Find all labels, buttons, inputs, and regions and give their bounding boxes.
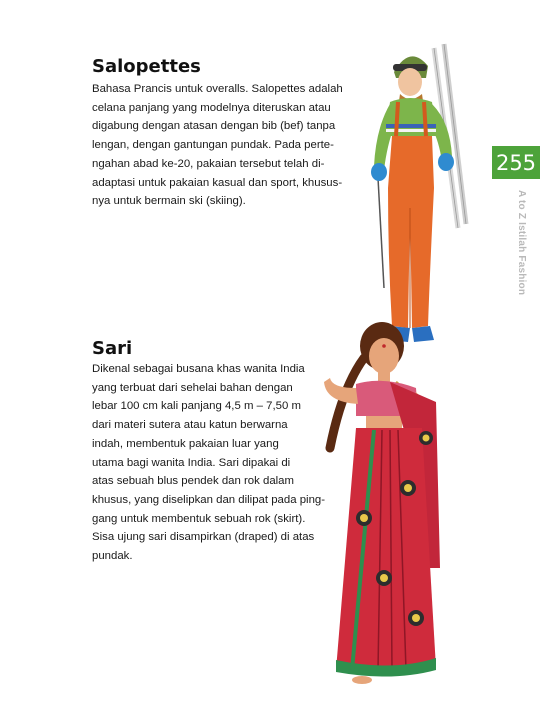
- body-line: Bahasa Prancis untuk overalls. Salopettes adalah: [92, 83, 343, 95]
- body-line: pundak.: [92, 550, 133, 563]
- body-line: lebar 100 cm kali panjang 4,5 m – 7,50 m: [92, 400, 301, 413]
- salopettes-illustration: [362, 38, 480, 348]
- body-line: lengan, dengan gantungan pundak. Pada perte-: [92, 139, 334, 152]
- body-line: celana panjang yang modelnya diteruskan atau: [92, 101, 331, 114]
- body-line: atas sebuah blus pendek dan rok dalam: [92, 475, 295, 488]
- page-number-tab: 255: [492, 146, 540, 179]
- entry-body-sari: [92, 360, 337, 566]
- body-line: nya untuk bermain ski (skiing).: [92, 195, 246, 208]
- body-line: Sisa ujung sari disampirkan (draped) di atas: [92, 531, 315, 544]
- entry-body-salopettes: [92, 80, 364, 211]
- body-line: dari materi sutera atau katun berwarna: [92, 419, 288, 432]
- body-line: adaptasi untuk pakaian kasual dan sport, khusus-: [92, 176, 343, 189]
- entry-title-salopettes: Salopettes: [92, 56, 201, 77]
- body-line: utama bagi wanita India. Sari dipakai di: [92, 456, 291, 469]
- body-line: gang untuk membentuk sebuah rok (skirt).: [92, 512, 306, 525]
- body-line: indah, membentuk pakaian luar yang: [92, 437, 279, 450]
- body-line: yang terbuat dari sehelai bahan dengan: [92, 381, 293, 394]
- entry-title-sari: Sari: [92, 338, 133, 359]
- body-line: digabung dengan atasan dengan bib (bef) tanpa: [92, 120, 336, 133]
- body-line: khusus, yang diselipkan dan dilipat pada ping-: [92, 493, 326, 506]
- side-section-label: [515, 190, 527, 300]
- body-line: ngahan abad ke-20, pakaian tersebut telah di-: [92, 157, 325, 170]
- body-line: Dikenal sebagai busana khas wanita India: [92, 363, 305, 375]
- side-section-label-text: A to Z Istilah Fashion: [516, 190, 527, 296]
- sari-illustration: [312, 318, 452, 698]
